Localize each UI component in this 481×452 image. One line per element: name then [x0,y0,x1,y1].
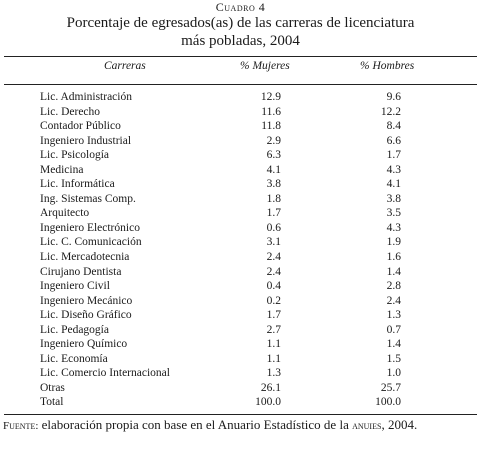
cell-women-pct: 4.1 [266,163,281,176]
cell-men-pct: 1.6 [386,251,401,264]
source-text-before: elaboración propia con base en el Anuario Estadístico de la [38,417,353,432]
cell-men-pct: 4.3 [386,221,401,234]
cell-men-pct: 3.8 [386,192,401,205]
bottom-rule [4,414,477,415]
cell-career: Otras [40,381,65,394]
cell-career: Medicina [40,163,84,176]
table-row [0,323,481,338]
cell-men-pct: 12.2 [380,105,401,118]
column-header-men: % Hombres [360,60,415,72]
cell-men-pct: 4.1 [386,178,401,191]
table-row [0,265,481,280]
cell-career: Cirujano Dentista [40,265,122,278]
cell-career: Lic. Administración [40,91,132,103]
cell-women-pct: 12.9 [260,91,281,103]
cell-women-pct: 1.7 [266,207,281,220]
cell-women-pct: 3.8 [266,178,281,191]
header-rule [4,84,477,85]
table-row [0,105,481,120]
source-text-after: , 2004. [381,417,418,432]
source-org: anuies [352,420,382,432]
table-row [0,279,481,294]
cell-men-pct: 6.6 [386,134,401,147]
table-row [0,395,481,410]
cell-career: Lic. Pedagogía [40,323,109,336]
cell-career: Ingeniero Electrónico [40,221,140,234]
table-heading [0,0,481,50]
table-row [0,308,481,323]
table-row [0,206,481,221]
cell-women-pct: 26.1 [260,381,281,394]
table-row [0,90,481,105]
cell-women-pct: 2.9 [266,134,281,147]
source-note [3,417,478,434]
cell-career: Lic. Diseño Gráfico [40,309,132,322]
cell-career: Contador Público [40,120,121,133]
cell-women-pct: 100.0 [255,396,281,409]
cell-career: Lic. Informática [40,178,115,191]
cell-career: Lic. C. Comunicación [40,236,142,249]
cell-women-pct: 2.4 [266,265,281,278]
cell-women-pct: 1.3 [266,367,281,380]
table-row [0,352,481,367]
cell-career: Ingeniero Químico [40,338,128,351]
cell-women-pct: 1.8 [266,192,281,205]
table-row [0,134,481,149]
table-row [0,381,481,396]
cell-career: Ingeniero Civil [40,280,110,293]
column-header-women: % Mujeres [240,60,290,72]
table-row [0,148,481,163]
cell-career: Lic. Mercadotecnia [40,251,130,264]
table-row [0,177,481,192]
cell-men-pct: 4.3 [386,163,401,176]
cell-women-pct: 11.6 [261,105,281,118]
cell-women-pct: 2.7 [266,323,281,336]
table-title-line-1: Porcentaje de egresados(as) de las carreras de licenciatura [66,15,415,31]
cell-women-pct: 0.4 [266,280,281,293]
cell-career: Lic. Economía [40,352,108,365]
cell-women-pct: 11.8 [261,120,281,133]
table-number-text: Cuadro 4 [215,0,266,14]
cell-career: Lic. Derecho [40,105,101,118]
table-row [0,192,481,207]
source-label: Fuente: [3,420,39,432]
cell-men-pct: 100.0 [375,396,401,409]
cell-career: Ing. Sistemas Comp. [40,192,136,205]
table-row [0,337,481,352]
table-title-line-2: más pobladas, 2004 [181,33,300,49]
cell-career: Lic. Comercio Internacional [40,367,170,380]
cell-men-pct: 0.7 [386,323,401,336]
cell-women-pct: 1.1 [266,352,281,365]
cell-men-pct: 9.6 [386,91,401,103]
cell-career: Ingeniero Mecánico [40,294,133,307]
cell-men-pct: 1.9 [386,236,401,249]
table-row [0,221,481,236]
cell-career: Ingeniero Industrial [40,134,132,147]
table-row [0,294,481,309]
cell-men-pct: 1.0 [386,367,401,380]
table-row [0,163,481,178]
cell-women-pct: 1.7 [266,309,281,322]
cell-women-pct: 1.1 [266,338,281,351]
cell-women-pct: 0.6 [266,221,281,234]
cell-men-pct: 8.4 [386,120,401,133]
cell-men-pct: 2.4 [386,294,401,307]
cell-men-pct: 1.4 [386,338,401,351]
cell-men-pct: 1.7 [386,149,401,162]
cell-men-pct: 1.5 [386,352,401,365]
cell-women-pct: 0.2 [266,294,281,307]
cell-women-pct: 2.4 [266,251,281,264]
top-rule [4,56,477,57]
cell-career: Lic. Psicología [40,149,109,162]
table-row [0,119,481,134]
cell-men-pct: 1.4 [386,265,401,278]
cell-women-pct: 6.3 [266,149,281,162]
table-number [0,0,481,14]
table-row [0,235,481,250]
cell-career: Total [40,396,64,409]
cell-men-pct: 1.3 [386,309,401,322]
cell-women-pct: 3.1 [266,236,281,249]
table-row [0,250,481,265]
column-header-career: Carreras [104,60,146,72]
table-body [0,90,481,410]
cell-career: Arquitecto [40,207,90,220]
cell-men-pct: 2.8 [386,280,401,293]
table-row [0,366,481,381]
cell-men-pct: 25.7 [380,381,401,394]
cell-men-pct: 3.5 [386,207,401,220]
